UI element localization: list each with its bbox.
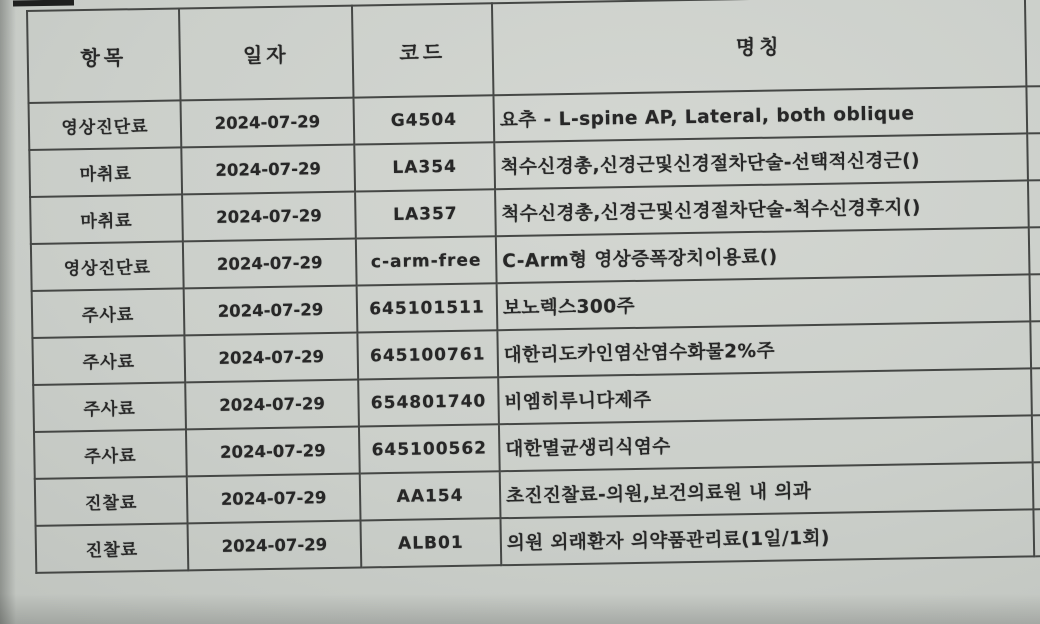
cell-code: 645100761 xyxy=(357,330,498,379)
cell-item: 진찰료 xyxy=(35,476,188,526)
column-header-extra xyxy=(1025,0,1040,86)
cell-item: 영상진단료 xyxy=(29,100,182,150)
medical-fee-table xyxy=(26,0,1040,574)
cell-date: 2024-07-29 xyxy=(185,380,359,430)
cell-item: 주사료 xyxy=(32,335,185,385)
cell-extra xyxy=(1033,508,1040,556)
cell-extra xyxy=(1031,367,1040,415)
cell-name: 요추 - L-spine AP, Lateral, both oblique xyxy=(493,86,1027,142)
cell-item: 마취료 xyxy=(29,147,182,197)
column-header-date: 일자 xyxy=(179,6,354,101)
column-header-item: 항목 xyxy=(27,8,181,103)
cell-name: 의원 외래환자 의약품관리료(1일/1회) xyxy=(500,509,1034,565)
cell-code: G4504 xyxy=(353,95,494,144)
column-header-code: 코드 xyxy=(352,3,494,97)
cell-name: 보노렉스300주 xyxy=(497,274,1031,330)
cell-code: 645100562 xyxy=(359,424,500,473)
cell-name: 대한리도카인염산염수화물2%주 xyxy=(497,321,1031,377)
cell-code: 654801740 xyxy=(358,377,499,426)
cell-date: 2024-07-29 xyxy=(181,98,355,148)
cell-code: AA154 xyxy=(360,471,501,520)
cell-name: 척수신경총,신경근및신경절차단술-선택적신경근() xyxy=(494,133,1028,189)
cell-extra xyxy=(1030,273,1040,321)
cell-date: 2024-07-29 xyxy=(186,427,360,477)
cell-name: 비엠히루니다제주 xyxy=(498,368,1032,424)
cell-extra xyxy=(1033,461,1040,509)
cell-date: 2024-07-29 xyxy=(187,474,361,524)
cell-item: 주사료 xyxy=(33,382,186,432)
cell-date: 2024-07-29 xyxy=(188,521,362,571)
cell-extra xyxy=(1030,320,1040,368)
cell-name: 대한멸균생리식염수 xyxy=(499,415,1033,471)
cell-extra xyxy=(1026,85,1040,133)
cell-code: c-arm-free xyxy=(356,236,497,285)
cell-date: 2024-07-29 xyxy=(182,192,356,242)
cell-code: ALB01 xyxy=(361,518,502,567)
cell-item: 주사료 xyxy=(32,288,185,338)
header-row xyxy=(27,0,1040,103)
cell-date: 2024-07-29 xyxy=(183,239,357,289)
cell-name: 척수신경총,신경근및신경절차단술-척수신경후지() xyxy=(495,180,1029,236)
cell-extra xyxy=(1027,132,1040,180)
cell-item: 영상진단료 xyxy=(31,241,184,291)
column-header-name: 명칭 xyxy=(492,0,1026,95)
cell-code: 645101511 xyxy=(357,283,498,332)
cutoff-mark xyxy=(13,0,74,7)
cell-code: LA357 xyxy=(355,189,496,238)
cell-date: 2024-07-29 xyxy=(184,286,358,336)
cell-date: 2024-07-29 xyxy=(184,333,358,383)
cell-item: 주사료 xyxy=(34,429,187,479)
cell-code: LA354 xyxy=(354,142,495,191)
cell-name: 초진진찰료-의원,보건의료원 내 의과 xyxy=(500,462,1034,518)
cell-item: 진찰료 xyxy=(36,523,189,573)
cell-date: 2024-07-29 xyxy=(181,145,355,195)
cell-extra xyxy=(1029,226,1040,274)
cell-extra xyxy=(1028,179,1040,227)
cell-name: C-Arm형 영상증폭장치이용료() xyxy=(496,227,1030,283)
cell-item: 마취료 xyxy=(30,194,183,244)
cell-extra xyxy=(1032,414,1040,462)
